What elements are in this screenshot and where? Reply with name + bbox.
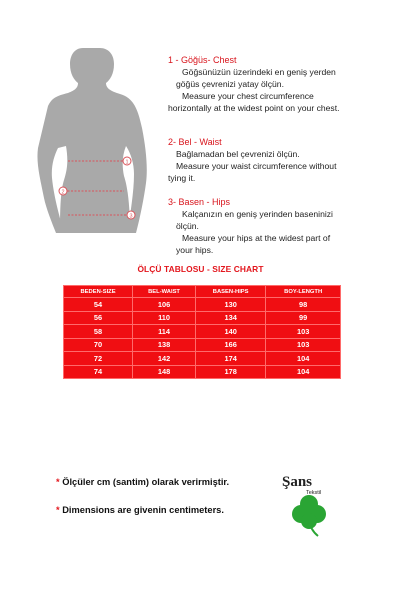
table-cell: 104 bbox=[266, 352, 341, 366]
waist-instructions bbox=[168, 136, 396, 184]
header-length: BOY-LENGTH bbox=[266, 286, 341, 298]
size-table bbox=[63, 285, 341, 379]
chest-instructions bbox=[168, 54, 396, 114]
clover-icon bbox=[292, 495, 326, 536]
header-hips: BASEN-HIPS bbox=[196, 286, 266, 298]
table-cell: 178 bbox=[196, 365, 266, 379]
table-cell: 140 bbox=[196, 325, 266, 339]
table-cell: 56 bbox=[64, 311, 133, 325]
body-silhouette bbox=[37, 48, 146, 233]
note-star: * bbox=[56, 505, 60, 515]
instruction-line: Göğsünüzün üzerindeki en geniş yerden bbox=[182, 67, 336, 77]
table-row bbox=[64, 365, 341, 379]
marker-1-label: 1 bbox=[125, 159, 129, 166]
marker-2 bbox=[59, 187, 67, 196]
instruction-line: Bağlamadan bel çevrenizi ölçün. bbox=[176, 149, 300, 159]
header-waist: BEL-WAIST bbox=[133, 286, 196, 298]
units-note-en bbox=[56, 505, 224, 515]
table-cell: 99 bbox=[266, 311, 341, 325]
waist-heading: 2- Bel - Waist bbox=[168, 137, 222, 147]
instruction-line: Measure your hips at the widest part of bbox=[182, 233, 331, 243]
table-cell: 98 bbox=[266, 298, 341, 312]
note-text: Dimensions are givenin centimeters. bbox=[62, 505, 224, 515]
marker-3-label: 3 bbox=[129, 213, 133, 220]
hips-instructions bbox=[168, 196, 396, 256]
instruction-line: Measure your chest circumference bbox=[182, 91, 314, 101]
table-cell: 74 bbox=[64, 365, 133, 379]
instruction-line: göğüs çevrenizi yatay ölçün. bbox=[176, 79, 284, 89]
table-row bbox=[64, 311, 341, 325]
table-cell: 134 bbox=[196, 311, 266, 325]
table-cell: 174 bbox=[196, 352, 266, 366]
table-row bbox=[64, 298, 341, 312]
note-star: * bbox=[56, 477, 60, 487]
table-cell: 70 bbox=[64, 338, 133, 352]
table-cell: 138 bbox=[133, 338, 196, 352]
table-cell: 142 bbox=[133, 352, 196, 366]
header-size: BEDEN-SIZE bbox=[64, 286, 133, 298]
table-cell: 114 bbox=[133, 325, 196, 339]
marker-3 bbox=[127, 211, 135, 220]
chest-heading: 1 - Göğüs- Chest bbox=[168, 55, 237, 65]
marker-2-label: 2 bbox=[61, 189, 65, 196]
note-text: Ölçüler cm (santim) olarak verirmiştir. bbox=[62, 477, 230, 487]
table-cell: 103 bbox=[266, 338, 341, 352]
table-cell: 148 bbox=[133, 365, 196, 379]
table-cell: 110 bbox=[133, 311, 196, 325]
table-cell: 54 bbox=[64, 298, 133, 312]
table-row bbox=[64, 325, 341, 339]
instruction-line: horizontally at the widest point on your chest. bbox=[168, 103, 340, 113]
body-measurement-figure bbox=[30, 48, 160, 233]
table-row bbox=[64, 352, 341, 366]
table-header-row bbox=[64, 286, 341, 298]
marker-1 bbox=[123, 157, 131, 166]
table-cell: 130 bbox=[196, 298, 266, 312]
instruction-line: tying it. bbox=[168, 173, 196, 183]
brand-logo bbox=[280, 470, 340, 540]
instruction-line: your hips. bbox=[176, 245, 214, 255]
size-chart-title: ÖLÇÜ TABLOSU - SIZE CHART bbox=[137, 264, 264, 274]
table-cell: 72 bbox=[64, 352, 133, 366]
table-cell: 104 bbox=[266, 365, 341, 379]
table-cell: 106 bbox=[133, 298, 196, 312]
instruction-line: Measure your waist circumference without bbox=[176, 161, 337, 171]
table-cell: 103 bbox=[266, 325, 341, 339]
instruction-line: Kalçanızın en geniş yerinden baseninizi bbox=[182, 209, 333, 219]
instruction-line: ölçün. bbox=[176, 221, 199, 231]
logo-sub: Tekstil bbox=[306, 490, 322, 496]
units-note-tr bbox=[56, 477, 229, 487]
logo-name: Şans bbox=[282, 474, 313, 490]
table-cell: 166 bbox=[196, 338, 266, 352]
table-row bbox=[64, 338, 341, 352]
table-cell: 58 bbox=[64, 325, 133, 339]
hips-heading: 3- Basen - Hips bbox=[168, 197, 231, 207]
